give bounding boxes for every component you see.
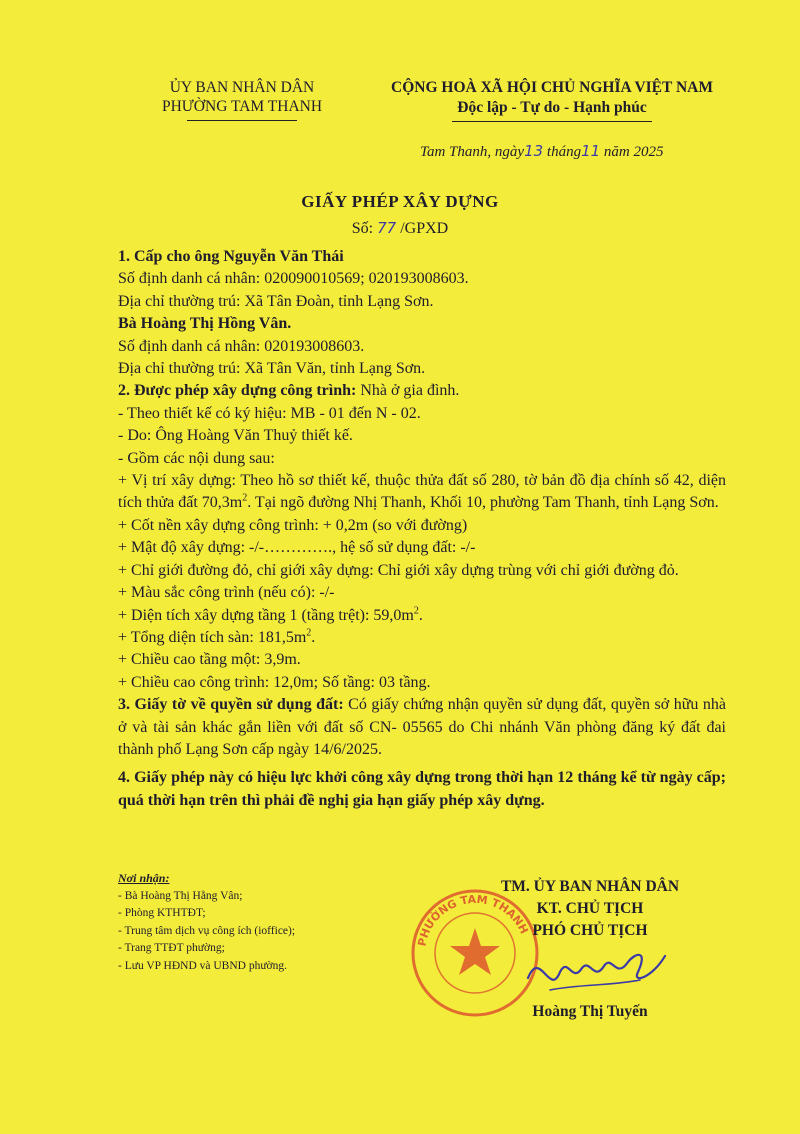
date-day: 13	[524, 142, 544, 160]
section-2-heading	[118, 380, 726, 402]
number-value: 77	[377, 219, 397, 237]
building-color: + Màu sắc công trình (nếu có): -/-	[118, 584, 335, 602]
signature-block	[450, 876, 730, 942]
number-suffix: /GPXD	[400, 220, 449, 237]
land-use-ratio: , hệ số sử dụng đất: -/-	[332, 539, 476, 557]
authority-underline	[187, 120, 297, 121]
location-sup: 2	[242, 493, 248, 505]
boundary-line: + Chỉ giới đường đỏ, chỉ giới xây dựng: Chỉ giới xây dựng trùng với chỉ giới đường đỏ.	[118, 561, 679, 579]
design-code: - Theo thiết kế có ký hiệu: MB - 01 đến N - 02.	[118, 404, 421, 422]
section-3	[118, 694, 726, 761]
floor-1-area-text: + Diện tích xây dựng tầng 1 (tầng trệt): 59,0m	[118, 606, 414, 624]
floor-1-area	[118, 605, 726, 627]
applicant-id: Số định danh cá nhân: 020090010569; 020193008603.	[118, 270, 469, 288]
co-applicant-address: Địa chỉ thường trú: Xã Tân Văn, tỉnh Lạng Sơn.	[118, 360, 426, 378]
recipient-item: - Phòng KTHTĐT;	[118, 907, 206, 919]
date-month: 11	[581, 142, 601, 160]
designer: - Do: Ông Hoàng Văn Thuỷ thiết kế.	[118, 427, 353, 445]
co-applicant-name: Bà Hoàng Thị Hồng Vân.	[118, 315, 292, 333]
signature-line-1: TM. ỦY BAN NHÂN DÂN	[500, 878, 680, 895]
section-2-heading-rest: Nhà ở gia đình.	[360, 382, 460, 400]
number-prefix: Số:	[351, 220, 374, 237]
signer-name: Hoàng Thị Tuyến	[532, 1003, 648, 1020]
date-place: Tam Thanh, ngày	[420, 144, 525, 160]
issuing-authority	[112, 78, 372, 121]
recipients-block	[118, 870, 448, 975]
construction-location	[118, 470, 726, 515]
floor-1-height: + Chiều cao tầng một: 3,9m.	[118, 651, 301, 669]
recipient-item: - Lưu VP HĐND và UBND phường.	[118, 959, 288, 972]
section-4: 4. Giấy phép này có hiệu lực khởi công xây dựng trong thời hạn 12 tháng kể từ ngày cấp; quá thời hạn trên thì phải đề nghị gia hạn giấy phép xây dựng.	[118, 769, 726, 809]
applicant-address: Địa chỉ thường trú: Xã Tân Đoàn, tỉnh Lạng Sơn.	[118, 292, 434, 310]
authority-line-1: ỦY BAN NHÂN DÂN	[169, 79, 315, 96]
co-applicant-id: Số định danh cá nhân: 020193008603.	[118, 337, 365, 355]
section-3-text: Có giấy chứng nhận quyền sử dụng đất, quyền sở hữu nhà ở và tài sản khác gắn liền với đất số CN- 05565 do Chi nhánh Văn phòng đăng ký đất đai thành phố Lạng Sơn cấp ngày 14/6/2025.	[118, 696, 727, 758]
total-area-sup: 2	[306, 627, 312, 639]
total-floor-area	[118, 627, 726, 649]
building-height: + Chiều cao công trình: 12,0m; Số tầng: 03 tầng.	[118, 673, 431, 691]
total-area-dot: .	[311, 628, 316, 646]
document-number	[0, 219, 800, 238]
nation-line-2: Độc lập - Tự do - Hạnh phúc	[457, 99, 647, 116]
recipient-item: - Trang TTĐT phường;	[118, 942, 225, 954]
recipient-item: - Bà Hoàng Thị Hằng Vân;	[118, 889, 243, 902]
density-dots: ………….	[264, 539, 333, 557]
seal-text: PHƯỜNG TAM THANH	[415, 892, 531, 948]
recipient-item: - Trung tâm dịch vụ công ích (ioffice);	[118, 924, 296, 937]
foundation-level: + Cốt nền xây dựng công trình: + 0,2m (so với đường)	[118, 516, 468, 534]
national-motto	[372, 78, 732, 122]
location-text: + Vị trí xây dựng: Theo hồ sơ thiết kế, thuộc thửa đất số 280, tờ bản đồ địa chính số 42, diện tích thửa đất 70,3m	[118, 472, 726, 512]
total-area-text: + Tổng diện tích sàn: 181,5m	[118, 628, 307, 646]
document-title: GIẤY PHÉP XÂY DỰNG	[301, 192, 499, 211]
motto-underline	[452, 121, 652, 122]
section-3-heading: 3. Giấy tờ về quyền sử dụng đất:	[118, 696, 344, 714]
location-tail: . Tại ngõ đường Nhị Thanh, Khối 10, phường Tam Thanh, tỉnh Lạng Sơn.	[247, 494, 719, 512]
recipients-title: Nơi nhận:	[118, 871, 170, 885]
section-1-heading: 1. Cấp cho ông Nguyễn Văn Thái	[118, 248, 344, 265]
date-month-label: tháng	[546, 144, 582, 160]
issue-date	[420, 142, 664, 161]
signature-line-2: KT. CHỦ TỊCH	[536, 900, 644, 917]
permit-body	[118, 246, 726, 812]
density-label: + Mật độ xây dựng: -/-	[118, 539, 265, 557]
density-line	[118, 537, 726, 559]
section-2-heading-bold: 2. Được phép xây dựng công trình:	[118, 382, 357, 400]
signature-line-3: PHÓ CHỦ TỊCH	[532, 922, 648, 939]
date-year: năm 2025	[603, 144, 664, 160]
authority-line-2: PHƯỜNG TAM THANH	[161, 98, 323, 115]
floor-1-area-dot: .	[418, 606, 423, 624]
floor-1-area-sup: 2	[413, 605, 419, 617]
handwritten-signature-icon	[520, 938, 670, 1006]
nation-line-1: CỘNG HOÀ XÃ HỘI CHỦ NGHĨA VIỆT NAM	[391, 79, 713, 96]
contents-intro: - Gồm các nội dung sau:	[118, 449, 275, 467]
